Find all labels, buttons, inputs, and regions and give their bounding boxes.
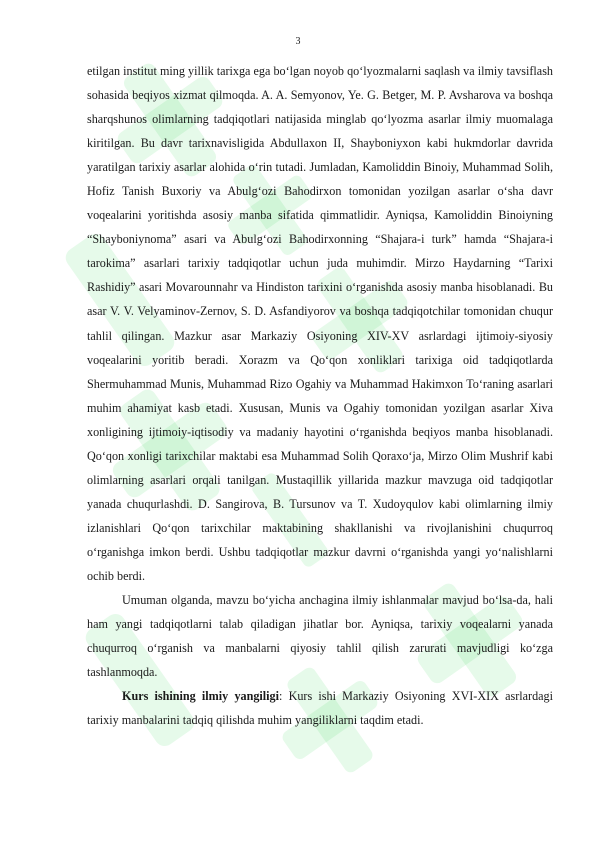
paragraph-summary: Umuman olganda, mavzu bo‘yicha anchagina ilmiy ishlanmalar mavjud bo‘lsa-da, hali ham yangi tadqiqotlarni talab qiladigan jihatlar bor. Ayniqsa, tarixiy voqealarni yanada chuqurroq o‘rganish va manbalarni qiyosiy tahlil qilish zarurati mavjudligi ko‘zga tashlanmoqda. [87,593,553,680]
body-text [87,59,553,732]
novelty-heading: Kurs ishining ilmiy yangiligi [122,689,279,704]
paragraph-sources: etilgan institut ming yillik tarixga ega bo‘lgan noyob qo‘lyozmalarni saqlash va ilmiy tavsiflash sohasida beqiyos xizmat qilmoqda. A. A. Semyonov, Ye. G. Betger, M. P. Avsharova va boshqa sharqshunos olimlarning tadqiqotlari natijasida minglab qo‘lyozma asarlar ilmiy muomalaga kiritilgan. Bu davr tarixnavisligida Abdullaxon II, Shayboniyxon kabi hukmdorlar davrida yaratilgan tarixiy asarlar alohida o‘rin tutadi. Jumladan, Kamoliddin Binoiy, Muhammad Solih, Hofiz Tanish Buxoriy va Abulg‘ozi Bahodirxon tomonidan yozilgan asarlar o‘sha davr voqealarini yoritishda asosiy manba sifatida qimmatlidir. Ayniqsa, Kamoliddin Binoiyning “Shayboniynoma” asari va Abulg‘ozi Bahodirxonning “Shajara-i turk” hamda “Shajara-i tarokima” asarlari tarixiy tadqiqotlar uchun juda muhimdir. Mirzo Haydarning “Tarixi Rashidiy” asari Movarounnahr va Hindiston tarixini o‘rganishda asosiy manba hisoblanadi. Bu asar V. V. Velyaminov-Zernov, S. D. Asfandiyorov va boshqa tadqiqotchilar tomonidan chuqur tahlil qilingan. Mazkur asar Markaziy Osiyoning XIV-XV asrlardagi ijtimoiy-siyosiy voqealarini yoritib beradi. Xorazm va Qo‘qon xonliklari tarixiga oid tadqiqotlarda Shermuhammad Munis, Muhammad Rizo Ogahiy va Muhammad Hakimxon To‘raning asarlari muhim ahamiyat kasb etadi. Xususan, Munis va Ogahiy tomonidan yozilgan asarlar Xiva xonligining ijtimoiy-iqtisodiy va madaniy hayotini o‘rganishda beqiyos manba hisoblanadi. Qo‘qon xonligi tarixchilar maktabi esa Muhammad Solih Qoraxo‘ja, Mirzo Olim Mushrif kabi olimlarning asarlari orqali tanilgan. Mustaqillik yillarida mazkur mavzuga oid tadqiqotlar yanada chuqurlashdi. D. Sangirova, B. Tursunov va T. Xudoyqulov kabi olimlarning ilmiy izlanishlari Qo‘qon tarixchilar maktabining shakllanishi va rivojlanishini chuqurroq o‘rganishga imkon berdi. Ushbu tadqiqotlar mazkur davrni o‘rganishda yangi yo‘nalishlarni ochib berdi. [87,64,553,583]
novelty-text: : Kurs ishi Markaziy Osiyoning XVI-XIX asrlardagi tarixiy manbalarini tadqiq qilishda muhim yangiliklarni taqdim etadi. [87,689,553,728]
paragraph-novelty [87,684,553,732]
page-number: 3 [295,36,301,47]
